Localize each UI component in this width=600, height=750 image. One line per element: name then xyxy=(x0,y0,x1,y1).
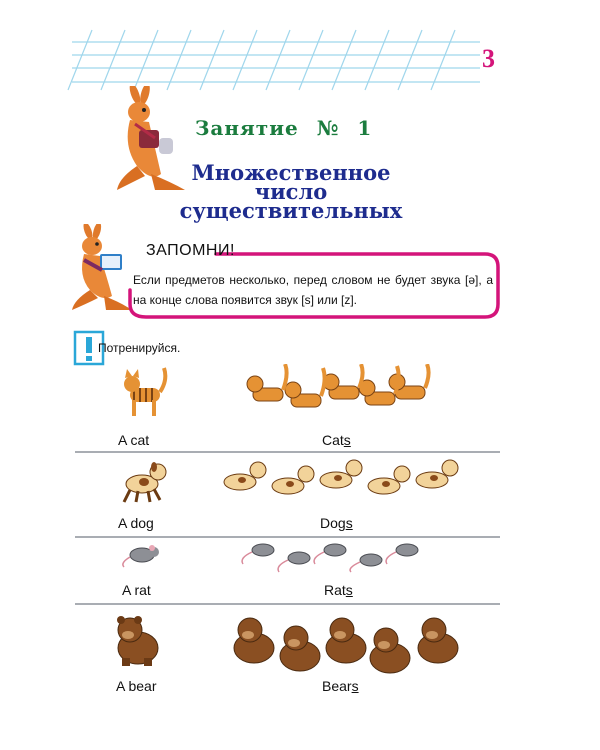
row-divider xyxy=(75,603,500,605)
plural-suffix: s xyxy=(345,582,353,598)
plural-stem: Bear xyxy=(322,678,352,694)
plural-suffix: s xyxy=(343,432,351,448)
dogs-group-icon xyxy=(218,456,463,504)
header-ruled-lines xyxy=(0,0,600,100)
bear-icon xyxy=(110,612,162,668)
singular-label: A bear xyxy=(116,678,157,694)
lesson-title: Занятие № 1 xyxy=(195,116,373,140)
plural-label xyxy=(322,678,359,694)
topic-title xyxy=(160,160,422,223)
bears-group-icon xyxy=(228,608,468,678)
rat-icon xyxy=(118,543,164,569)
singular-label: A rat xyxy=(122,582,151,598)
rats-group-icon xyxy=(235,540,435,574)
page-number: 3 xyxy=(482,44,495,73)
topic-line: существительных xyxy=(179,198,403,223)
singular-label: A cat xyxy=(118,432,150,448)
singular-label: A dog xyxy=(118,515,154,531)
remember-heading: ЗАПОМНИ! xyxy=(146,242,235,259)
topic-line: число xyxy=(254,179,328,204)
plural-stem: Cat xyxy=(322,432,344,448)
plural-stem: Rat xyxy=(324,582,346,598)
plural-label xyxy=(322,432,351,448)
plural-suffix: s xyxy=(351,678,359,694)
rule-text: Если предметов несколько, перед словом не будет звука [ə], а на конце слова появится звук [s] или [z]. xyxy=(133,273,493,307)
plural-label xyxy=(324,582,353,598)
cat-icon xyxy=(120,366,170,424)
practice-label: Потренируйся. xyxy=(98,341,181,355)
plural-label xyxy=(320,515,353,531)
cats-group-icon xyxy=(245,364,435,430)
dog-icon xyxy=(118,458,168,504)
row-divider xyxy=(75,536,500,538)
row-divider xyxy=(75,451,500,453)
topic-line: Множественное xyxy=(191,160,391,185)
plural-suffix: s xyxy=(345,515,353,531)
plural-stem: Dog xyxy=(320,515,346,531)
